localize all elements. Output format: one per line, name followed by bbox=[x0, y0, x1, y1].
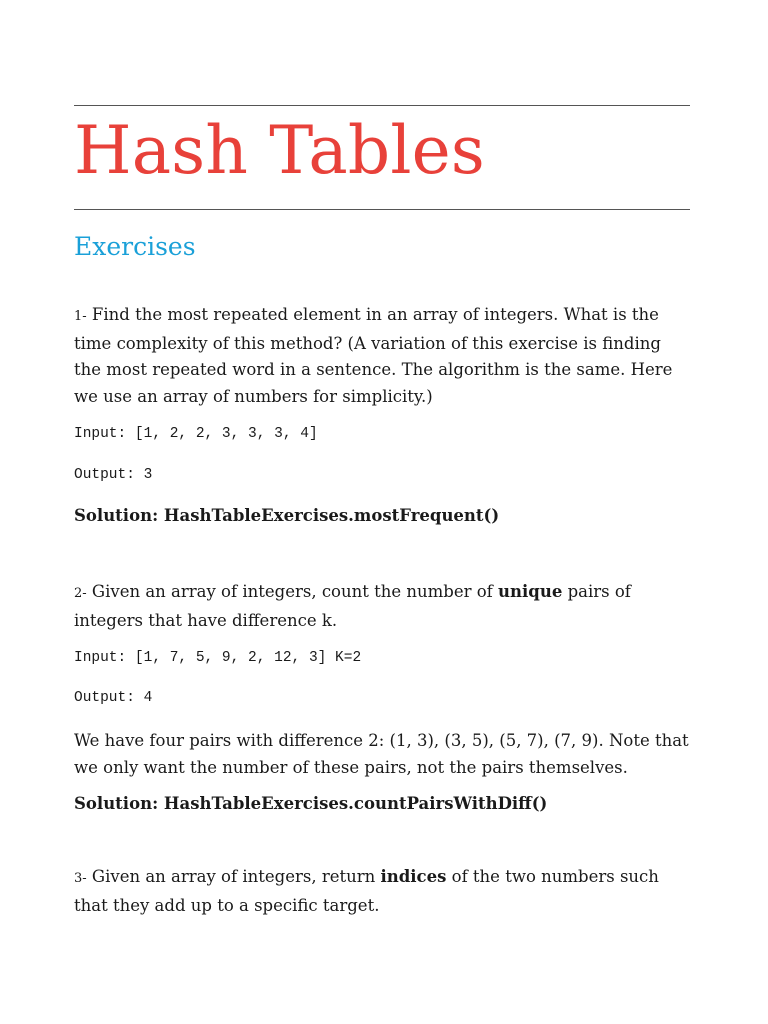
title-rule bbox=[74, 209, 690, 210]
exercise-2-text bbox=[74, 579, 690, 634]
exercise-2-note: We have four pairs with difference 2: (1, 3), (3, 5), (5, 7), (7, 9). Note that we only want the number of these pairs, not the pairs themselves. bbox=[74, 731, 689, 777]
exercise-2-text-after: pairs of integers that have difference k. bbox=[74, 582, 631, 630]
exercise-2-text-before: Given an array of integers, count the number of bbox=[86, 582, 499, 601]
exercise-3-text bbox=[74, 864, 690, 919]
exercise-3-text-before: Given an array of integers, return bbox=[86, 867, 381, 886]
exercise-1-output: Output: 3 bbox=[74, 467, 153, 483]
exercise-3-emphasis: indices bbox=[380, 867, 447, 886]
exercise-1-input: Input: [1, 2, 2, 3, 3, 3, 4] bbox=[74, 426, 318, 442]
exercise-1-description: Find the most repeated element in an array of integers. What is the time complexity of this method? (A variation of this exercise is finding the most repeated word in a sentence. The algorithm is the same. Here we use an array of numbers for simplicity.) bbox=[74, 305, 673, 406]
exercise-2-input: Input: [1, 7, 5, 9, 2, 12, 3] K=2 bbox=[74, 650, 362, 666]
top-rule bbox=[74, 105, 690, 106]
exercise-2-solution: Solution: HashTableExercises.countPairsWithDiff() bbox=[74, 794, 548, 813]
exercise-2-number: 2- bbox=[74, 586, 87, 601]
exercise-1-solution: Solution: HashTableExercises.mostFrequent() bbox=[74, 506, 500, 525]
page-title: Hash Tables bbox=[74, 112, 485, 189]
section-heading: Exercises bbox=[74, 232, 196, 261]
exercise-2-emphasis: unique bbox=[498, 582, 563, 601]
exercise-1-text bbox=[74, 302, 690, 410]
exercise-2-output: Output: 4 bbox=[74, 690, 153, 706]
exercise-1-number: 1- bbox=[74, 309, 87, 324]
exercise-3-text-after: of the two numbers such that they add up to a specific target. bbox=[74, 867, 659, 915]
exercise-3-number: 3- bbox=[74, 871, 87, 886]
